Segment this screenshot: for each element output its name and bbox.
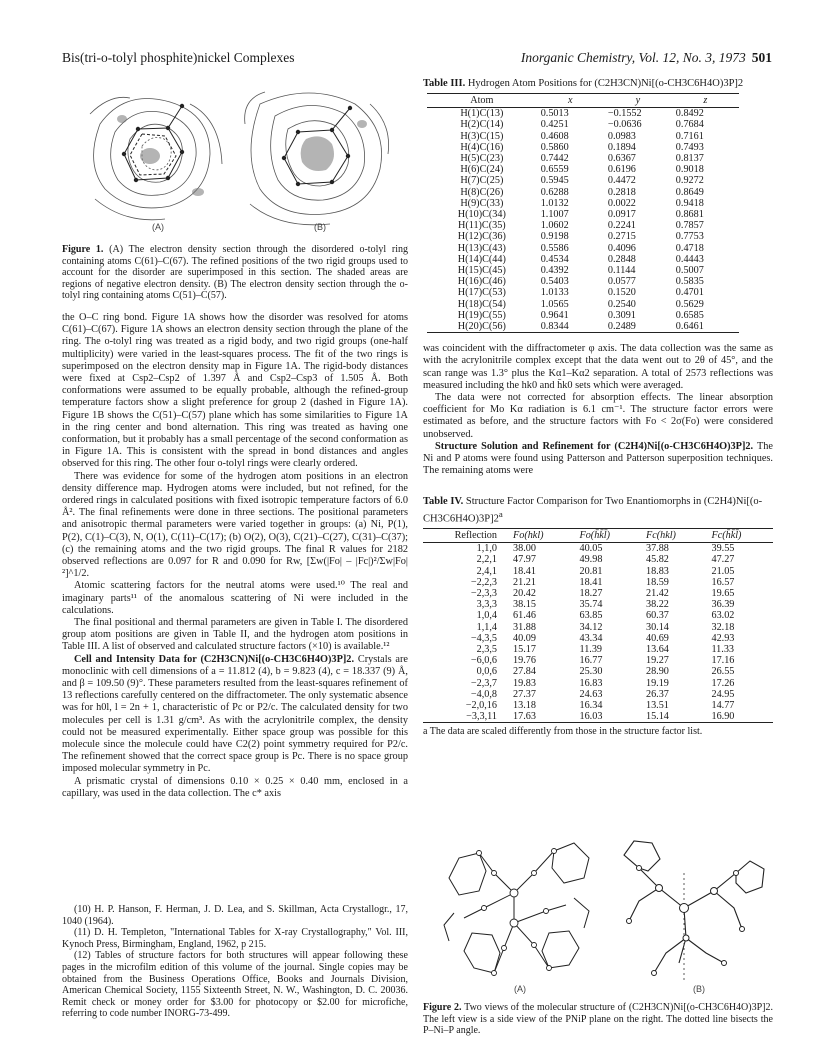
table-4-row-cell: 11.39 — [579, 644, 603, 656]
paragraph-tables: The final positional and thermal parameters are given in Table I. The disordered group atom positions are given in Table II, and the hydrogen atom positions in Table III. A list of observed and calculated structure factors (×10) is available.¹² — [62, 617, 408, 653]
table-3-row-cell: 0.2818 — [607, 186, 636, 198]
table-4-row-cell: 24.95 — [711, 688, 735, 700]
table-3-row — [427, 209, 739, 220]
table-3-row-cell: H(11)C(35) — [457, 220, 506, 232]
table-3-row-cell: 0.2715 — [607, 231, 636, 243]
page-number: 501 — [751, 50, 772, 65]
table-4-row-cell: 24.63 — [579, 688, 603, 700]
table-4-row-cell: 39.55 — [711, 543, 735, 555]
table-3-row — [427, 299, 739, 310]
table-4-row — [423, 700, 773, 711]
table-4-row-cell: 61.46 — [513, 610, 536, 622]
table-3-row-cell: 0.9641 — [540, 309, 569, 321]
table-4-row-cell: 25.30 — [579, 666, 603, 678]
table-3-row-cell: 0.1894 — [607, 141, 636, 153]
figure-2 — [424, 833, 774, 995]
figure-2a-bonds — [444, 843, 589, 973]
table-3-row — [427, 265, 739, 276]
table-3-row-cell: H(16)C(46) — [457, 276, 506, 288]
reference-11: (11) D. H. Templeton, "International Tables for X-ray Crystallography," Vol. III, Kynoch Press, Birmingham, England, 1962, p 215. — [62, 927, 408, 950]
table-4-header-reflection: Reflection — [454, 530, 497, 541]
paragraph-hydrogen: There was evidence for some of the hydrogen atom positions in an electron density difference map. Hydrogen atoms were included, but not refined, for the ordered rings in calculated positions with fixed isotropic temperature factors of 6.0 Å². The final refinements were done in three sections. The positional parameters and anisotropic thermal parameters were varied together in groups: (a) Ni, P(1), P(2), C(1)–C(3), N, O(1), C(11)–C(17); (b) O(2), O(3), C(21)–C(27), C(31)–C(37); (c) the remaining atoms and the two rigid groups. The final R values for 2182 observed reflections are 0.097 for R and 0.090 for Rw, [Σw(|Fo| – |Fc|)²/Σw|Fo|²]^1/2. — [62, 470, 408, 580]
figure-1-panel-b-label: (B) — [314, 222, 326, 232]
table-4-title: Structure Factor Comparison for Two Enantiomorphs in (C2H4)Ni[(o-CH3C6H4O)3P]2 — [423, 495, 763, 524]
table-3-row-cell: 0.7753 — [675, 231, 704, 243]
table-3-row-cell: H(4)C(16) — [460, 141, 504, 153]
table-3-row-cell: 0.7442 — [540, 153, 569, 165]
table-3-row-cell: 1.0132 — [540, 197, 569, 209]
paragraph-scattering: Atomic scattering factors for the neutral atoms were used.¹⁰ The real and imaginary parts¹¹ of the anomalous scattering of Ni were included in the calculations. — [62, 580, 408, 616]
table-4-row-cell: 28.90 — [645, 666, 669, 678]
table-3-row-cell: 0.4096 — [607, 242, 636, 254]
table-3-row — [427, 220, 739, 231]
table-3-row-cell: 0.5013 — [540, 108, 569, 120]
table-4-row — [423, 622, 773, 633]
figure-1-contour-maps — [70, 84, 400, 234]
table-3-header-z: z — [703, 95, 708, 106]
table-3-row-cell: 0.5860 — [540, 141, 569, 153]
table-3-row-cell: 0.7493 — [675, 141, 704, 153]
table-4-row-cell: 18.59 — [645, 576, 669, 588]
table-4-row-cell: 16.90 — [711, 711, 735, 723]
table-3-row — [427, 321, 739, 333]
table-4-row-cell: 18.41 — [579, 576, 603, 588]
table-3-row-cell: 0.1144 — [607, 265, 636, 277]
table-4-row-cell: 42.93 — [711, 632, 735, 644]
table-4-row-cell: 16.83 — [579, 677, 603, 689]
table-3-row — [427, 198, 739, 209]
table-4-row-cell: 17.16 — [711, 655, 735, 667]
table-3-caption — [423, 78, 773, 90]
table-3-row — [427, 243, 739, 254]
table-3-row-cell: 0.8649 — [675, 186, 704, 198]
table-3-row-cell: 0.4392 — [540, 265, 569, 277]
table-4-row-cell: 1,1,0 — [476, 543, 497, 555]
table-3-row-cell: 0.2540 — [607, 298, 636, 310]
cell-data-heading: Cell and Intensity Data for (C2H3CN)Ni[(o-CH3C6H4O)3P]2. — [74, 653, 355, 665]
table-3-header-x: x — [568, 95, 573, 106]
table-4-row-cell: 3,3,3 — [476, 599, 497, 611]
figure-2-caption — [423, 1002, 773, 1037]
table-4-row-cell: 16.34 — [579, 700, 603, 712]
table-3-row-cell: 0.9418 — [675, 197, 704, 209]
table-4-row-cell: 27.37 — [513, 688, 536, 700]
table-4-row-cell: 17.26 — [711, 677, 735, 689]
table-4-row-cell: 19.27 — [645, 655, 669, 667]
table-3-row — [427, 231, 739, 242]
table-4-row-cell: 0,0,6 — [476, 666, 497, 678]
table-3-row-cell: H(17)C(53) — [457, 287, 506, 299]
table-3-row-cell: 0.4251 — [540, 119, 569, 131]
table-4-row-cell: 26.37 — [645, 688, 669, 700]
table-3-row — [427, 175, 739, 186]
table-4-row-cell: 31.88 — [513, 621, 536, 633]
paragraph-absorption: The data were not corrected for absorption effects. The linear absorption coefficient for Mo Kα radiation is 6.1 cm⁻¹. The structure factor errors were estimated as before, and the structure factors with Fo < 2σ(Fo) were considered unobserved. — [423, 392, 773, 440]
table-4-row-cell: 45.82 — [645, 554, 669, 566]
table-4-row-cell: 13.18 — [513, 700, 536, 712]
table-3-row-cell: 0.4718 — [675, 242, 704, 254]
table-3-row-cell: 1.0602 — [540, 220, 569, 232]
table-4-row-cell: 38.22 — [645, 599, 669, 611]
table-4-row-cell: 21.42 — [645, 588, 669, 600]
table-4-footnote: a The data are scaled differently from those in the structure factor list. — [423, 726, 703, 738]
figure-2-caption-label: Figure 2. — [423, 1002, 462, 1013]
table-3-row-cell: 0.6288 — [540, 186, 569, 198]
table-4-row-cell: −6,0,6 — [470, 655, 497, 667]
structure-solution-body: The Ni and P atoms were found using Patterson and Patterson superposition techniques. The remaining atoms were — [423, 440, 773, 477]
table-3-row — [427, 276, 739, 287]
table-3-header-y: y — [635, 95, 641, 106]
figure-2-caption-block — [423, 1002, 773, 1037]
table-4-row-cell: 17.63 — [513, 711, 536, 723]
table-4-row-cell: 32.18 — [711, 621, 735, 633]
table-3-row — [427, 187, 739, 198]
figure-1-caption — [62, 244, 408, 302]
table-4-row — [423, 689, 773, 700]
table-4-row-cell: −2,0,16 — [465, 700, 497, 712]
table-4-row — [423, 577, 773, 588]
table-3-row-cell: H(10)C(34) — [457, 209, 506, 221]
table-4-row — [423, 666, 773, 677]
table-3-row-cell: 0.5945 — [540, 175, 569, 187]
table-4-row-cell: 18.27 — [579, 588, 603, 600]
table-4 — [423, 528, 773, 723]
table-4-row-cell: 35.74 — [579, 599, 603, 611]
table-3-header-atom: Atom — [470, 95, 494, 106]
table-3-row-cell: 1.0565 — [540, 298, 569, 310]
table-3-row-cell: 0.5403 — [540, 276, 569, 288]
table-4-row-cell: 20.42 — [513, 588, 536, 600]
table-4-row — [423, 588, 773, 599]
table-4-row-cell: 43.34 — [579, 632, 603, 644]
table-4-row-cell: −2,3,7 — [470, 677, 497, 689]
table-3 — [427, 93, 739, 333]
table-3-block — [423, 78, 773, 738]
table-4-title-mark: a — [498, 508, 503, 519]
table-3-row-cell: 0.5007 — [675, 265, 704, 277]
table-3-body — [427, 108, 739, 333]
table-3-row-cell: 0.4443 — [675, 253, 704, 265]
table-4-body — [423, 543, 773, 723]
table-3-row-cell: H(12)C(36) — [457, 231, 506, 243]
table-3-row-cell: H(3)C(15) — [460, 130, 504, 142]
table-3-row-cell: 0.4534 — [540, 253, 569, 265]
figure-1a-negative-density — [117, 115, 204, 196]
table-4-row-cell: 40.69 — [645, 632, 669, 644]
paragraph-structure-solution — [423, 441, 773, 478]
figure-1-panel-a-label: (A) — [152, 222, 164, 232]
table-4-row-cell: 11.33 — [711, 644, 735, 656]
table-4-row-cell: 16.03 — [579, 711, 603, 723]
table-4-row — [423, 644, 773, 655]
table-4-row-cell: 19.76 — [513, 655, 536, 667]
table-4-row-cell: 19.65 — [711, 588, 735, 600]
table-3-row-cell: 0.1520 — [607, 287, 636, 299]
table-3-row-cell: 0.8492 — [675, 108, 704, 120]
journal-citation: Inorganic Chemistry, Vol. 12, No. 3, 1973 — [520, 50, 746, 65]
table-3-row-cell: H(20)C(56) — [457, 321, 506, 333]
table-4-row — [423, 599, 773, 610]
table-4-row-cell: −4,3,5 — [470, 632, 497, 644]
table-3-row-cell: 0.0577 — [607, 276, 636, 288]
table-3-row-cell: 0.4472 — [607, 175, 636, 187]
table-4-row-cell: 1,1,4 — [476, 621, 497, 633]
table-3-row-cell: 0.9198 — [540, 231, 569, 243]
table-3-row-cell: H(7)C(25) — [460, 175, 504, 187]
reference-12: (12) Tables of structure factors for both structures will appear following these pages in the microfilm edition of this volume of the journal. Single copies may be obtained from the Business Operations Office, Books and Journals Division, American Chemical Society, 1155 Sixteenth Street, N. W., Washington, D. C. 20036. Remit check or money order for $3.00 for photocopy or $2.00 for microfiche, referring to code number INORG-73-499. — [62, 950, 408, 1020]
table-4-row-cell: 47.97 — [513, 554, 536, 566]
table-4-row-cell: 18.41 — [513, 565, 536, 577]
table-4-row-cell: 47.27 — [711, 554, 735, 566]
table-3-row-cell: H(13)C(43) — [457, 242, 506, 254]
table-4-row-cell: 34.12 — [579, 621, 603, 633]
table-3-row-cell: 0.0022 — [607, 197, 636, 209]
table-3-header-row — [427, 94, 739, 108]
table-3-row — [427, 108, 739, 120]
table-3-row-cell: 0.2848 — [607, 253, 636, 265]
table-3-row-cell: 0.5835 — [675, 276, 704, 288]
table-3-row-cell: 0.2241 — [607, 220, 636, 232]
table-3-row-cell: 0.8681 — [675, 209, 704, 221]
table-4-row-cell: 2,4,1 — [476, 565, 497, 577]
table-4-row-cell: 36.39 — [711, 599, 735, 611]
table-4-row-cell: 63.85 — [579, 610, 603, 622]
table-4-row-cell: 30.14 — [645, 621, 669, 633]
figure-1 — [70, 84, 400, 234]
table-4-row-cell: 63.02 — [711, 610, 735, 622]
table-4-header-row — [423, 529, 773, 543]
table-3-row-cell: 1.1007 — [540, 209, 569, 221]
table-3-row-cell: 0.0917 — [607, 209, 636, 221]
table-4-row-cell: −2,2,3 — [470, 576, 497, 588]
table-4-row-cell: 19.83 — [513, 677, 536, 689]
table-3-row-cell: H(14)C(44) — [457, 253, 506, 265]
table-4-caption — [423, 496, 773, 526]
table-4-row — [423, 711, 773, 723]
references — [62, 904, 408, 1020]
table-4-row-cell: 18.83 — [645, 565, 669, 577]
table-4-row-cell: 16.77 — [579, 655, 603, 667]
table-4-row-cell: −4,0,8 — [470, 688, 497, 700]
table-3-row — [427, 142, 739, 153]
table-4-label: Table IV. — [423, 495, 464, 507]
table-3-row — [427, 164, 739, 175]
table-3-row-cell: 1.0133 — [540, 287, 569, 299]
table-3-row-cell: −0.0636 — [607, 119, 642, 131]
paragraph-data-collection: was coincident with the diffractometer φ axis. The data collection was the same as with the acrylonitrile complex except that the data went out to 2θ of 45°, and the scan range was 1.3° plus the Kα1–Kα2 separation. A total of 2573 reflections was measured including the hk0 and h̄k0 sets which were averaged. — [423, 343, 773, 391]
cell-data-body: Crystals are monoclinic with cell dimensions of a = 11.812 (4), b = 9.823 (4), c = 18.337 (9) Å, and β = 109.50 (9)°. These parameters resulted from the least-squares refinement of 13 reflections carefully centered on the diffractometer. The only systematic absence was for h0l, l = 2n + 1, characteristic of Pc or P2/c. The calculated density for two molecules per cell is 1.31 g/cm³. As with the acrylonitrile complex, the density could not be measured experimentally. Either space group was possible for this molecule since the molecule could have C2(2) point symmetry required for P2/c. The refinement showed that the correct space group is Pc. There is no space group imposed molecular symmetry in Pc. — [62, 653, 408, 775]
table-3-row-cell: H(18)C(54) — [457, 298, 506, 310]
table-3-row-cell: H(9)C(33) — [460, 197, 504, 209]
table-3-row-cell: H(2)C(14) — [460, 119, 504, 131]
reference-10: (10) H. P. Hanson, F. Herman, J. D. Lea, and S. Skillman, Acta Crystallogr., 17, 1040 (1964). — [62, 904, 408, 927]
table-4-row-cell: 40.05 — [579, 543, 603, 555]
table-3-row-cell: H(5)C(23) — [460, 153, 504, 165]
table-3-row-cell: H(19)C(55) — [457, 309, 506, 321]
table-3-row-cell: 0.4608 — [540, 130, 569, 142]
table-4-row-cell: 19.19 — [645, 677, 669, 689]
table-4-row-cell: 20.81 — [579, 565, 603, 577]
table-3-row-cell: 0.5629 — [675, 298, 704, 310]
table-4-row — [423, 554, 773, 565]
figure-2-panel-a-label: (A) — [514, 984, 526, 994]
figure-2-panel-b-label: (B) — [693, 984, 705, 994]
table-3-row-cell: 0.4701 — [675, 287, 704, 299]
table-4-row — [423, 655, 773, 666]
figure-2b-bonds — [624, 841, 764, 973]
table-4-header-fc-hkl: Fc(hkl) — [645, 530, 676, 541]
table-3-row-cell: H(1)C(13) — [460, 108, 504, 120]
table-3-row-cell: 0.7161 — [675, 130, 704, 142]
figure-1-caption-label: Figure 1. — [62, 244, 104, 255]
table-3-row-cell: 0.6585 — [675, 309, 704, 321]
table-4-row-cell: 37.88 — [645, 543, 669, 555]
figure-2-molecular-views — [424, 833, 774, 995]
table-4-row-cell: −3,3,11 — [466, 711, 497, 723]
table-4-row — [423, 678, 773, 689]
table-3-row-cell: H(6)C(24) — [460, 164, 504, 176]
table-4-row-cell: 13.64 — [645, 644, 669, 656]
table-4-row — [423, 610, 773, 621]
table-4-row-cell: 15.14 — [645, 711, 669, 723]
structure-solution-heading: Structure Solution and Refinement for (C2H4)Ni[(o-CH3C6H4O)3P]2. — [435, 440, 754, 452]
table-4-row-cell: 1,0,4 — [476, 610, 497, 622]
table-3-row-cell: −0.1552 — [607, 108, 642, 120]
table-3-row-cell: 0.9272 — [675, 175, 704, 187]
table-4-row-cell: 38.00 — [513, 543, 536, 555]
header-journal — [521, 50, 772, 66]
table-4-header-fo-bar: Fo(h̄k̄l̄) — [579, 530, 611, 541]
table-3-row-cell: 0.6559 — [540, 164, 569, 176]
table-4-row — [423, 633, 773, 644]
table-4-row-cell: 27.84 — [513, 666, 536, 678]
running-header — [62, 50, 772, 68]
header-title: Bis(tri-o-tolyl phosphite)nickel Complexes — [62, 50, 295, 65]
table-4-row-cell: 21.05 — [711, 565, 735, 577]
table-4-row-cell: 15.17 — [513, 644, 536, 656]
table-4-row-cell: 14.77 — [711, 700, 735, 712]
paragraph-disorder: the O–C ring bond. Figure 1A shows how the disorder was resolved for atoms C(61)–C(67). Figure 1A shows an electron density section through the plane of the ring. The o-tolyl ring was treated as a rigid body, and two rigid groups (one-half multiplicity) were varied in the least-squares process. The fit of the two rings is superimposed on the electron density map in Figure 1A. The rigid-body distances were fixed at Csp2–Csp2 of 1.397 Å and Csp2–Csp3 of 1.505 Å. Both conformations were assumed to be equally probable, although the refined-group temperature factors show a slight preference for group 2 (dashed in Figure 1A). Figure 1B shows the C(51)–C(57) plane which has some similarities to Figure 1A in the ring center and bond alternation. This ring was treated as having one conformation, but it probably has a small percentage of the second conformation as in Figure 1A. This is consistent with the spread in bond distances and angles observed for this ring. The other four o-tolyl rings were clearly ordered. — [62, 311, 408, 470]
figure-2-caption-text: Two views of the molecular structure of (C2H3CN)Ni[(o-CH3C6H4O)3P]2. The left view is a side view of the PNiP plane on the right. The dotted line bisects the P–Ni–P angle. — [423, 1002, 773, 1037]
table-3-row-cell: 0.0983 — [607, 130, 636, 142]
table-3-row-cell: 0.8344 — [540, 321, 569, 333]
table-4-row-cell: 60.37 — [645, 610, 669, 622]
table-4-row — [423, 543, 773, 555]
table-3-row-cell: 0.6367 — [607, 153, 636, 165]
table-3-row — [427, 119, 739, 130]
table-3-row-cell: 0.6461 — [675, 321, 704, 333]
paragraph-cell-data — [62, 654, 408, 776]
table-3-row-cell: 0.7857 — [675, 220, 704, 232]
table-4-header-fo-hkl: Fo(hkl) — [513, 530, 544, 541]
table-4-row-cell: 40.09 — [513, 632, 536, 644]
table-4-row-cell: 2,3,5 — [476, 644, 497, 656]
table-3-row-cell: 0.8137 — [675, 153, 704, 165]
left-column — [62, 244, 408, 800]
table-3-row — [427, 153, 739, 164]
table-3-row-cell: 0.9018 — [675, 164, 704, 176]
table-3-row-cell: 0.5586 — [540, 242, 569, 254]
table-3-title: Hydrogen Atom Positions for (C2H3CN)Ni[(o-CH3C6H4O)3P]2 — [467, 78, 744, 89]
table-4-row-cell: 38.15 — [513, 599, 536, 611]
table-3-row — [427, 254, 739, 265]
figure-2b-atoms — [627, 866, 745, 976]
paragraph-crystal: A prismatic crystal of dimensions 0.10 × 0.25 × 0.40 mm, enclosed in a capillary, was used in the data collection. The c* axis — [62, 775, 408, 799]
table-3-row-cell: H(8)C(26) — [460, 186, 504, 198]
table-4-row-cell: 13.51 — [645, 700, 669, 712]
table-4-row-cell: 21.21 — [513, 576, 536, 588]
table-3-row-cell: 0.3091 — [607, 309, 636, 321]
table-3-row — [427, 287, 739, 298]
table-3-row-cell: H(15)C(45) — [457, 265, 506, 277]
table-4-row-cell: −2,3,3 — [470, 588, 497, 600]
table-4-row-cell: 16.57 — [711, 576, 735, 588]
figure-1-caption-text: (A) The electron density section through the disordered o-tolyl ring containing atoms C(61)–C(67). The refined positions of the two rigid groups used to account for the disorder are superimposed in this section. The shaded areas are regions of negative electron density. (B) The electron density section through the o-tolyl ring containing atoms C(51)–C(57). — [62, 244, 408, 302]
table-4-row-cell: 49.98 — [579, 554, 603, 566]
table-3-row — [427, 310, 739, 321]
table-3-row-cell: 0.2489 — [607, 321, 636, 333]
table-3-row-cell: 0.6196 — [607, 164, 636, 176]
table-3-row — [427, 131, 739, 142]
table-4-row-cell: 26.55 — [711, 666, 735, 678]
table-4-row — [423, 566, 773, 577]
table-4-header-fc-bar: Fc(h̄k̄l̄) — [711, 530, 742, 541]
table-3-label: Table III. — [423, 78, 466, 89]
table-4-row-cell: 2,2,1 — [476, 554, 497, 566]
table-3-row-cell: 0.7684 — [675, 119, 704, 131]
